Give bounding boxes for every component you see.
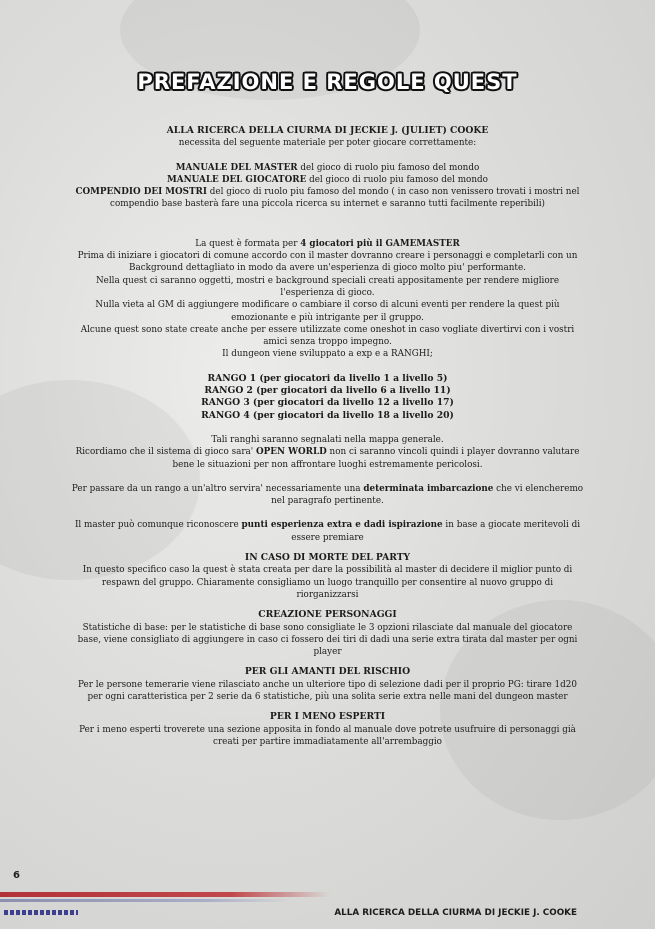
material-item: COMPENDIO DEI MOSTRI del gioco di ruolo piu famoso del mondo ( in caso non venissero trovati i mostri nel compendio base basterà fare una piccola ricerca su internet e saranno tutti facilmente reperibili) bbox=[75, 187, 580, 210]
section-text: Per i meno esperti troverete una sezione apposita in fondo al manuale dove potrete usufruire di personaggi già creati per partire immadiatamente all'arrembaggio bbox=[79, 724, 576, 747]
footer-title: ALLA RICERCA DELLA CIURMA DI JECKIE J. COOKE bbox=[334, 908, 577, 918]
quest-line: Prima di iniziare i giocatori di comune accordo con il master dovranno creare i personaggi e completarli con un Background dettagliato in modo da avere un'esperienza di gioco molto piu' performante. bbox=[77, 251, 578, 274]
intro-subtitle: necessita del seguente materiale per poter giocare correttamente: bbox=[178, 138, 477, 149]
material-item: MANUALE DEL GIOCATORE del gioco di ruolo piu famoso del mondo bbox=[167, 174, 488, 185]
rank-item: RANGO 2 (per giocatori da livello 6 a livello 11) bbox=[204, 385, 451, 397]
quest-line: Nulla vieta al GM di aggiungere modificare o cambiare il corso di alcuni eventi per rendere la quest più emozionante e più intrigante per il gruppo. bbox=[95, 300, 560, 323]
quest-format: La quest è formata per 4 giocatori più il GAMEMASTER bbox=[195, 238, 460, 249]
section-text: Statistiche di base: per le statistiche di base sono consigliate le 3 opzioni rilasciate dal manuale del giocatore base, viene consigliato di aggiungere in caso ci fossero dei tiri di dadi una serie extra tirata dal master per ogni player bbox=[77, 622, 578, 658]
section-heading: PER GLI AMANTI DEL RISCHIO bbox=[244, 666, 411, 678]
section-text: Per le persone temerarie viene rilasciato anche un ulteriore tipo di selezione dadi per il proprio PG: tirare 1d20 per ogni caratteristica per 2 serie da 6 statistiche, più una solita serie extra nelle mani del dungeon master bbox=[78, 679, 577, 702]
section-heading: IN CASO DI MORTE DEL PARTY bbox=[244, 552, 411, 564]
map-note: Tali ranghi saranno segnalati nella mappa generale. bbox=[211, 434, 444, 445]
page-title: PREFAZIONE E REGOLE QUEST bbox=[137, 70, 518, 94]
footer-dots-decoration bbox=[4, 910, 78, 915]
quest-line: Il dungeon viene sviluppato a exp e a RANGHI; bbox=[222, 349, 433, 360]
footer-stripe-red bbox=[0, 892, 330, 897]
section-heading: PER I MENO ESPERTI bbox=[269, 711, 386, 723]
page-number: 6 bbox=[13, 870, 20, 881]
xp-note: Il master può comunque riconoscere punti esperienza extra e dadi ispirazione in base a giocate meritevoli di essere premiare bbox=[74, 520, 581, 543]
rank-item: RANGO 4 (per giocatori da livello 18 a livello 20) bbox=[201, 409, 454, 421]
open-world-note: Ricordiamo che il sistema di gioco sara' OPEN WORLD non ci saranno vincoli quindi i player dovranno valutare bene le situazioni per non affrontare luoghi estremamente pericolosi. bbox=[75, 447, 580, 470]
material-item: MANUALE DEL MASTER del gioco di ruolo piu famoso del mondo bbox=[175, 162, 480, 173]
intro-heading: ALLA RICERCA DELLA CIURMA DI JECKIE J. (JULIET) COOKE bbox=[166, 125, 489, 136]
rank-item: RANGO 1 (per giocatori da livello 1 a livello 5) bbox=[207, 372, 448, 384]
document-body bbox=[70, 125, 585, 748]
rank-item: RANGO 3 (per giocatori da livello 12 a livello 17) bbox=[201, 397, 454, 409]
quest-line: Alcune quest sono state create anche per essere utilizzate come oneshot in caso vogliate divertirvi con i vostri amici senza troppo impegno. bbox=[80, 324, 575, 348]
footer-stripe-blue bbox=[0, 899, 290, 902]
section-heading: CREAZIONE PERSONAGGI bbox=[258, 609, 397, 621]
section-text: In questo specifico caso la quest è stata creata per dare la possibilità al master di decidere il miglior punto di respawn del gruppo. Chiaramente consigliamo un luogo tranquillo per consentire al nuovo gruppo di riorganizzarsi bbox=[82, 565, 573, 600]
rank-passage-note: Per passare da un rango a un'altro servira' necessariamente una determinata imbarcazione che vi elencheremo nel paragrafo pertinente. bbox=[71, 483, 584, 507]
quest-line: Nella quest ci saranno oggetti, mostri e background speciali creati appositamente per rendere migliore l'esperienza di gioco. bbox=[95, 275, 560, 298]
